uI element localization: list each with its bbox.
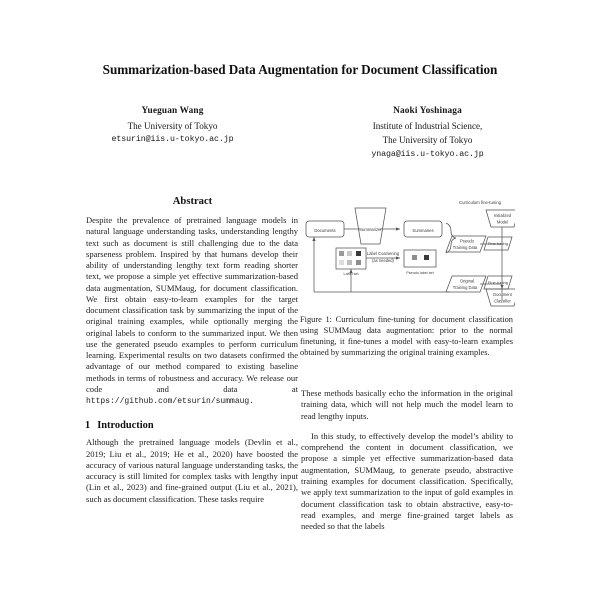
arrowhead-summaries bbox=[396, 227, 400, 230]
figure-1-caption bbox=[300, 314, 515, 358]
author-list bbox=[60, 104, 540, 162]
pseudo-label-set-cells bbox=[412, 255, 429, 260]
edge-label-coarsening-line2: (as needed) bbox=[372, 258, 394, 263]
node-label-summaries: Summaries bbox=[412, 228, 434, 233]
node-label-pseudo-training-line1: Pseudo bbox=[460, 238, 474, 244]
edge-label-fine-tuning-bottom: Fine-tuning bbox=[487, 280, 509, 285]
intro-paragraph-1: Although the pretrained language models (Devlin et al., 2019; Liu et al., 2019; He et al., 2020) have boosted the accuracy of various natural language understanding tasks, the accuracy is still limited for complex tasks with lengthy input (Lin et al., 2023) and fine-grained output (Liu et al., 2021), such as document classification. These tasks require bbox=[86, 437, 298, 504]
figure-caption-text: Curriculum fine-tuning for document classification using SUMMaug data augmentation: prior to the normal finetuning, it fine-tunes a model with easy-to-learn examples obtained by summarizing the original training examples. bbox=[300, 315, 513, 357]
node-label-original-training-line1: Original bbox=[459, 278, 475, 284]
node-pseudo-label-set-shape bbox=[404, 250, 436, 267]
figure-label: Figure 1: bbox=[300, 315, 333, 324]
node-label-documents: Documents bbox=[314, 228, 336, 233]
node-label-initialized-model-line1: Initialized bbox=[493, 213, 512, 218]
annotation-curriculum-fine-tuning: Curriculum fine-tuning bbox=[458, 200, 502, 205]
author-email: ynaga@iis.u-tokyo.ac.jp bbox=[371, 149, 484, 159]
node-label-initialized-model-line2: Model bbox=[496, 219, 509, 225]
right-paragraph-1: These methods basically echo the information in the original training data, which will not help much the model learn to read lengthy inputs. bbox=[301, 388, 513, 421]
author-affiliation: The University of Tokyo bbox=[127, 120, 218, 131]
author-name: Naoki Yoshinaga bbox=[393, 106, 462, 116]
column-spacer bbox=[300, 358, 515, 388]
arrowhead-pseudo-labelset bbox=[396, 256, 400, 259]
edge-label-coarsening-line1: Label Coarsening bbox=[366, 251, 400, 256]
section-heading-introduction bbox=[85, 420, 300, 431]
node-label-original-training-line2: Training Data bbox=[452, 285, 478, 290]
page-title: Summarization-based Data Augmentation for Document Classification bbox=[102, 62, 498, 77]
label-set-cells bbox=[339, 251, 361, 265]
node-label-summarizer: Summarizer bbox=[359, 227, 382, 232]
node-label-label-set: Label set bbox=[343, 272, 359, 276]
left-column bbox=[85, 196, 300, 505]
node-label-document-classifier-line2: Classifier bbox=[494, 298, 511, 304]
author-affiliation-line2: The University of Tokyo bbox=[382, 135, 473, 146]
abstract-text bbox=[85, 215, 300, 407]
edge-label-fine-tuning-top: Fine-tuning bbox=[487, 241, 509, 246]
node-summarizer-shape bbox=[355, 208, 386, 244]
author-name: Yueguan Wang bbox=[141, 106, 204, 116]
figure-1-diagram bbox=[300, 196, 515, 308]
abstract-url: https://github.com/etsurin/summaug. bbox=[86, 397, 255, 406]
right-column bbox=[300, 196, 515, 533]
abstract-heading: Abstract bbox=[172, 196, 213, 207]
node-label-pseudo-label-set: Pseudo label set bbox=[406, 271, 434, 275]
author-affiliation-line1: Institute of Industrial Science, bbox=[372, 120, 483, 131]
node-label-document-classifier-line1: Document bbox=[493, 292, 512, 297]
author-email: etsurin@iis.u-tokyo.ac.jp bbox=[111, 135, 234, 145]
arrowhead-documents bbox=[312, 237, 315, 241]
right-paragraph-2: In this study, to effectively develop the model’s ability to comprehend the content in document classification, we propose a simple yet effective summarization-based data augmentation, SUMMaug, to generate pseudo, abstractive training examples for document classification. Specifically, we apply text summarization to the input of gold examples in document classification task to obtain abstractive, easy-to-read examples, and merge fine-grained target labels as needed so that the labels bbox=[301, 430, 513, 532]
section-title: Introduction bbox=[97, 420, 154, 432]
section-number: 1 bbox=[85, 420, 91, 432]
author-block-2 bbox=[315, 104, 540, 162]
author-block-1 bbox=[60, 104, 285, 162]
node-label-pseudo-training-line2: Training Data bbox=[452, 245, 478, 250]
arrowhead-classifier bbox=[500, 285, 503, 289]
abstract-body-text: Despite the prevalence of pretrained language models in natural language understanding tasks, understanding lengthy text such as document is still challenging due to the data sparseness problem. Inspired by that humans develop their ability of understanding lengthy text form reading shorter text, we propose a simple yet effective summarization-based data augmentation, SUMMaug, for document classification. We first obtain easy-to-learn examples for the target document classification task by summarizing the input of the original training examples, while optionally merging the original labels to conform to the summarized input. We then use the generated pseudo examples to perform curriculum learning. Experimental results on two datasets confirmed the advantage of our method compared to existing baseline methods in terms of robustness and accuracy. We release our code and data at bbox=[86, 215, 298, 394]
